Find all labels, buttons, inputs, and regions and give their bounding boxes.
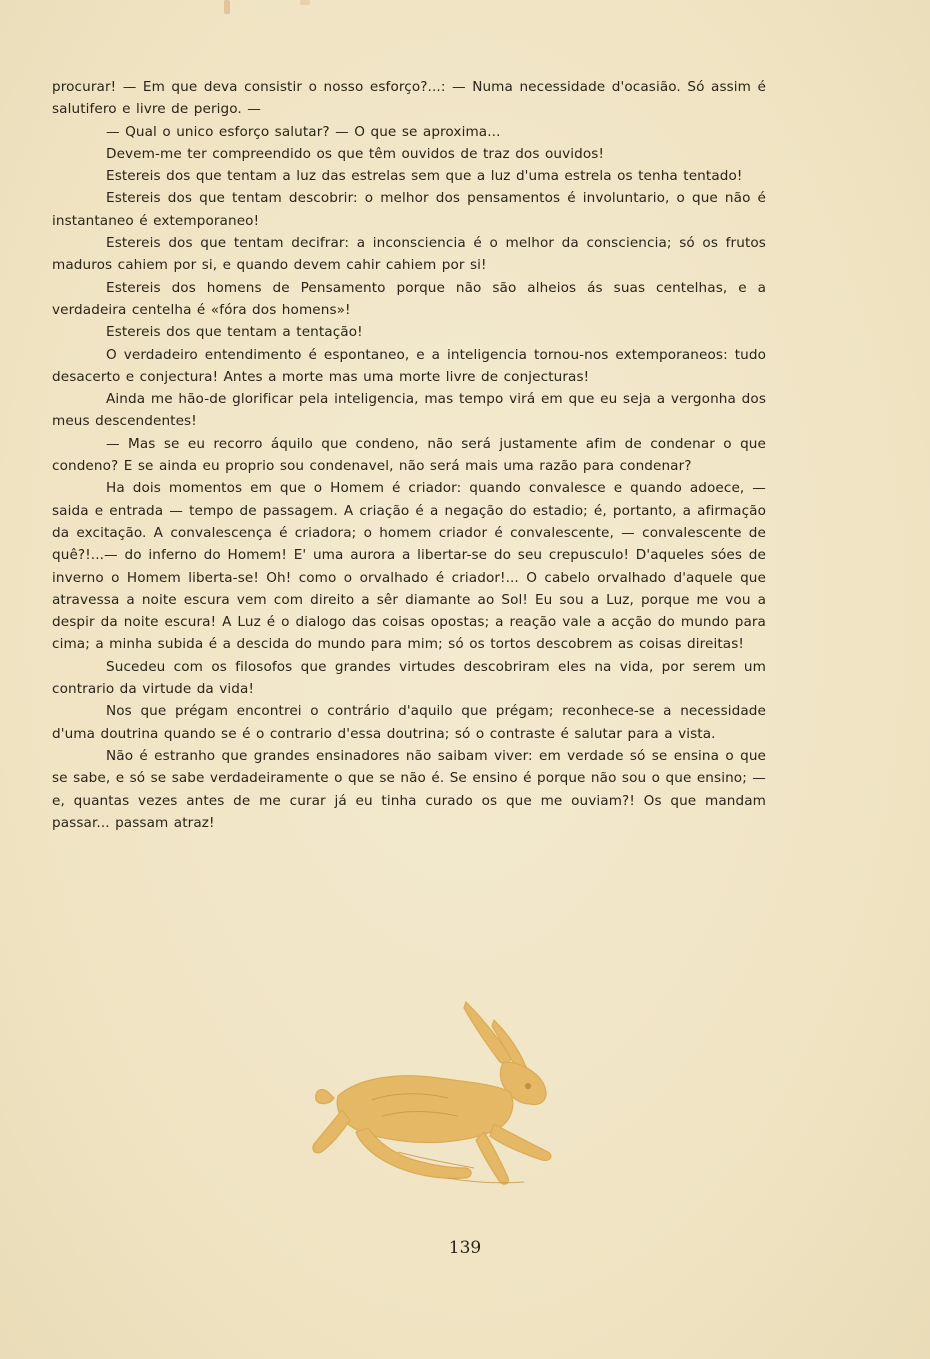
paragraph: Não é estranho que grandes ensinadores não saibam viver: em verdade só se ensina o que se sabe, e só se sabe verdadeiramente o que se não é. Se ensino é porque não sou o que ensino; — e, quantas vezes antes de me curar já eu tinha curado os que me ouviam?! Os que mandam passar... passam atraz! <box>52 747 766 831</box>
paragraph: — Mas se eu recorro áquilo que condeno, não será justamente afim de condenar o que condeno? E se ainda eu proprio sou condenavel, não será mais uma razão para condenar? <box>52 435 766 475</box>
paragraph: O verdadeiro entendimento é espontaneo, e a inteligencia tornou-nos extemporaneos: tudo desacerto e conjectura! Antes a morte mas uma morte livre de conjecturas! <box>52 346 766 385</box>
body-text <box>52 76 766 834</box>
paragraph: — Qual o unico esforço salutar? — O que se aproxima... <box>106 123 501 140</box>
ink-stain <box>300 0 310 5</box>
rabbit-icon <box>298 992 570 1192</box>
paragraph: Sucedeu com os filosofos que grandes virtudes descobriram eles na vida, por serem um contrario da virtude da vida! <box>52 658 766 698</box>
paragraph: Estereis dos que tentam a luz das estrelas sem que a luz d'uma estrela os tenha tentado! <box>106 168 743 185</box>
paragraph: Nos que prégam encontrei o contrário d'aquilo que prégam; reconhece-se a necessidade d'uma doutrina quando se é o contrario d'essa doutrina; só o contraste é salutar para a vista. <box>52 703 766 742</box>
paragraph: Estereis dos que tentam a tentação! <box>106 324 363 341</box>
paragraph: Estereis dos que tentam decifrar: a inconsciencia é o melhor da consciencia; só os frutos maduros cahiem por si, e quando devem cahir cahiem por si! <box>52 235 766 274</box>
paragraph: Estereis dos homens de Pensamento porque não são alheios ás suas centelhas, e a verdadeira centelha é «fóra dos homens»! <box>52 279 766 318</box>
paragraph: Devem-me ter compreendido os que têm ouvidos de traz dos ouvidos! <box>106 145 604 162</box>
paragraph: procurar! — Em que deva consistir o nosso esforço?...: — Numa necessidade d'ocasião. Só assim é salutifero e livre de perigo. — <box>52 79 766 118</box>
ink-stain <box>224 0 230 14</box>
page-number: 139 <box>448 1238 482 1258</box>
paragraph: Ainda me hão-de glorificar pela inteligencia, mas tempo virá em que eu seja a vergonha dos meus descendentes! <box>52 391 766 430</box>
paragraph: Estereis dos que tentam descobrir: o melhor dos pensamentos é involuntario, o que não é instantaneo é extemporaneo! <box>52 190 766 229</box>
paragraph: Ha dois momentos em que o Homem é criador: quando convalesce e quando adoece, — saida e entrada — tempo de passagem. A criação é a negação do estadio; é, portanto, a afirmação da excitação. A convalescença é criadora; o homem criador é convalescente, — convalescente de quê?!...— do inferno do Homem! E' uma aurora a libertar-se do seu crepusculo! D'aqueles sóes de inverno o Homem liberta-se! Oh! como o orvalhado é criador!... O cabelo orvalhado d'aquele que atravessa a noite escura vem com direito a sêr diamante ao Sol! Eu sou a Luz, porque me vou a despir da noite escura! A Luz é o dialogo das coisas opostas; a reação vale a acção do mundo para cima; a minha subida é a descida do mundo para mim; só os tortos descobrem as coisas direitas! <box>52 480 766 653</box>
